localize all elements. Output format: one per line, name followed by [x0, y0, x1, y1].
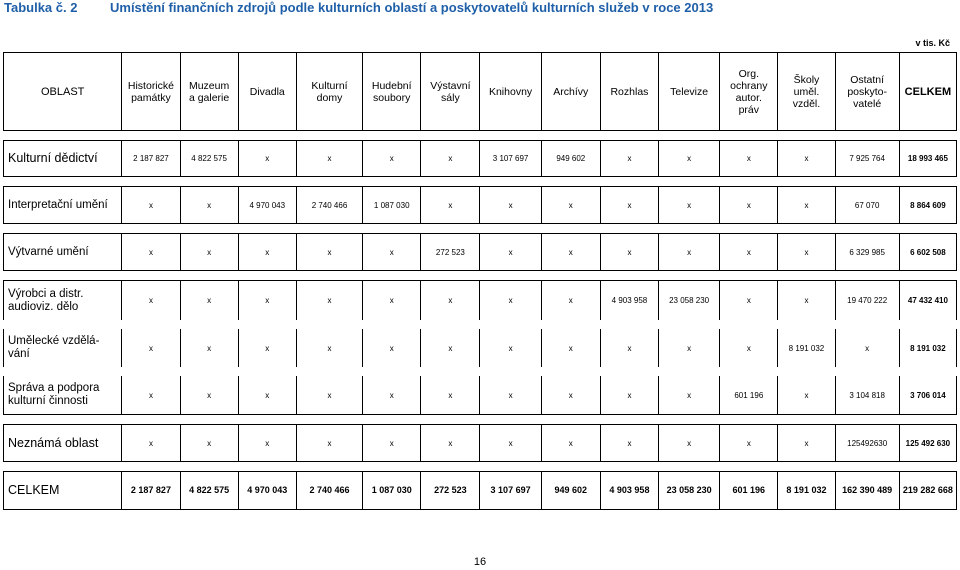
table-cell: x — [363, 141, 421, 177]
table-row-interpretacni-umeni — [4, 187, 957, 224]
table-cell: x — [659, 376, 720, 415]
column-header-archivy: Archívy — [541, 53, 600, 131]
row-total: 125 492 630 — [899, 425, 956, 462]
column-header-hudebni-soubory: Hudební soubory — [363, 53, 421, 131]
row-label: Umělecké vzdělá- vání — [4, 329, 122, 367]
row-total: 6 602 508 — [899, 234, 956, 271]
table-cell: x — [541, 425, 600, 462]
table-cell: x — [600, 329, 658, 367]
table-cell: 162 390 489 — [835, 472, 899, 510]
table-row-vyrobci-a-distr-audioviz-delo — [4, 281, 957, 321]
table-cell: x — [421, 141, 480, 177]
table-body — [4, 131, 957, 510]
row-label: Neznámá oblast — [4, 425, 122, 462]
row-total: 219 282 668 — [899, 472, 956, 510]
row-total: 47 432 410 — [899, 281, 956, 321]
table-cell: x — [421, 329, 480, 367]
table-cell: 4 822 575 — [180, 472, 238, 510]
table-cell: x — [296, 376, 362, 415]
table-cell: 272 523 — [421, 234, 480, 271]
table-cell: 1 087 030 — [363, 187, 421, 224]
table-cell: x — [835, 329, 899, 367]
table-cell: x — [480, 376, 541, 415]
table-cell: 2 187 827 — [122, 141, 180, 177]
row-label: Kulturní dědictví — [4, 141, 122, 177]
table-cell: x — [180, 329, 238, 367]
table-cell: 601 196 — [720, 376, 778, 415]
table-cell: x — [778, 281, 835, 321]
column-header-skoly-umel-vzdel: Školy uměl. vzděl. — [778, 53, 835, 131]
table-cell: x — [480, 329, 541, 367]
table-cell: x — [720, 187, 778, 224]
table-cell: x — [778, 425, 835, 462]
row-total: 8 191 032 — [899, 329, 956, 367]
table-cell: x — [720, 425, 778, 462]
table-row-umelecke-vzdela-vani — [4, 329, 957, 367]
table-cell: 8 191 032 — [778, 472, 835, 510]
column-header-divadla: Divadla — [238, 53, 296, 131]
table-header-row — [4, 53, 957, 131]
table-title — [4, 0, 713, 18]
row-label: Výtvarné umění — [4, 234, 122, 271]
table-cell: 8 191 032 — [778, 329, 835, 367]
table-cell: x — [659, 141, 720, 177]
table-cell: 19 470 222 — [835, 281, 899, 321]
table-cell: 4 903 958 — [600, 472, 658, 510]
table-cell: 125492630 — [835, 425, 899, 462]
table-cell: x — [421, 187, 480, 224]
table-title-text: Umístění finančních zdrojů podle kulturních oblastí a poskytovatelů kulturních služeb v roce 2013 — [110, 0, 714, 15]
column-header-oblast: OBLAST — [4, 53, 122, 131]
column-header-knihovny: Knihovny — [480, 53, 541, 131]
data-table — [3, 52, 957, 510]
table-cell: x — [238, 234, 296, 271]
unit-note: v tis. Kč — [915, 38, 950, 48]
table-cell: x — [600, 425, 658, 462]
table-cell: 601 196 — [720, 472, 778, 510]
table-cell: x — [363, 329, 421, 367]
table-cell: x — [541, 376, 600, 415]
table-cell: x — [600, 187, 658, 224]
table-cell: x — [421, 376, 480, 415]
row-total: 3 706 014 — [899, 376, 956, 415]
page-number: 16 — [473, 556, 487, 568]
column-header-muzeum-a-galerie: Muzeum a galerie — [180, 53, 238, 131]
table-cell: x — [122, 425, 180, 462]
table-cell: 23 058 230 — [659, 472, 720, 510]
table-row-vytvarne-umeni — [4, 234, 957, 271]
column-header-historicke-pamatky: Historické památky — [122, 53, 180, 131]
table-cell: x — [421, 425, 480, 462]
table-cell: x — [480, 281, 541, 321]
table-cell: x — [296, 329, 362, 367]
table-cell: x — [363, 234, 421, 271]
row-label: Správa a podpora kulturní činnosti — [4, 376, 122, 415]
table-row-neznama-oblast — [4, 425, 957, 462]
table-cell: 4 822 575 — [180, 141, 238, 177]
table-cell: x — [720, 141, 778, 177]
table-cell: x — [778, 234, 835, 271]
table-cell: x — [480, 187, 541, 224]
table-cell: x — [778, 376, 835, 415]
table-cell: 272 523 — [421, 472, 480, 510]
table-cell: x — [778, 141, 835, 177]
table-cell: x — [238, 281, 296, 321]
table-cell: x — [122, 281, 180, 321]
table-cell: x — [180, 234, 238, 271]
table-cell: x — [541, 281, 600, 321]
table-cell: x — [363, 376, 421, 415]
table-row-sprava-a-podpora-kulturni-cinnosti — [4, 376, 957, 415]
table-cell: x — [778, 187, 835, 224]
table-cell: x — [600, 376, 658, 415]
table-number: Tabulka č. 2 — [4, 0, 78, 15]
table-cell: 4 903 958 — [600, 281, 658, 321]
table-cell: x — [296, 425, 362, 462]
table-cell: x — [180, 425, 238, 462]
table-cell: x — [122, 187, 180, 224]
table-cell: x — [541, 187, 600, 224]
table-cell: x — [720, 234, 778, 271]
column-header-rozhlas: Rozhlas — [600, 53, 658, 131]
row-label: Výrobci a distr. audioviz. dělo — [4, 281, 122, 321]
table-cell: 3 107 697 — [480, 141, 541, 177]
table-cell: x — [480, 234, 541, 271]
table-cell: x — [421, 281, 480, 321]
table-cell: 2 740 466 — [296, 187, 362, 224]
table-cell: x — [180, 281, 238, 321]
row-total: 8 864 609 — [899, 187, 956, 224]
table-cell: x — [541, 234, 600, 271]
table-cell: x — [659, 329, 720, 367]
table-cell: x — [480, 425, 541, 462]
table-cell: x — [600, 141, 658, 177]
table-cell: x — [122, 376, 180, 415]
column-header-org-ochrany-autor-prav: Org. ochrany autor. práv — [720, 53, 778, 131]
table-cell: 2 740 466 — [296, 472, 362, 510]
table-cell: x — [180, 187, 238, 224]
table-row-kulturni-dedictvi — [4, 141, 957, 177]
table-cell: x — [180, 376, 238, 415]
table-cell: x — [238, 376, 296, 415]
row-label: CELKEM — [4, 472, 122, 510]
column-header-kulturni-domy: Kulturní domy — [296, 53, 362, 131]
table-cell: x — [238, 329, 296, 367]
table-cell: x — [600, 234, 658, 271]
row-total: 18 993 465 — [899, 141, 956, 177]
table-cell: 1 087 030 — [363, 472, 421, 510]
table-cell: x — [720, 281, 778, 321]
table-cell: x — [363, 425, 421, 462]
table-cell: x — [296, 281, 362, 321]
column-header-vystavni-saly: Výstavní sály — [421, 53, 480, 131]
table-cell: 949 602 — [541, 472, 600, 510]
table-cell: x — [659, 234, 720, 271]
table-cell: 67 070 — [835, 187, 899, 224]
row-label: Interpretační umění — [4, 187, 122, 224]
table-cell: x — [238, 425, 296, 462]
table-cell: x — [296, 234, 362, 271]
table-cell: 4 970 043 — [238, 187, 296, 224]
column-header-ostatni-poskyto-vatele: Ostatní poskyto- vatelé — [835, 53, 899, 131]
table-cell: x — [720, 329, 778, 367]
table-cell: x — [122, 234, 180, 271]
column-header-televize: Televize — [659, 53, 720, 131]
table-cell: x — [296, 141, 362, 177]
table-cell: x — [659, 187, 720, 224]
table-cell: x — [363, 281, 421, 321]
table-cell: 3 107 697 — [480, 472, 541, 510]
table-cell: 23 058 230 — [659, 281, 720, 321]
table-cell: x — [541, 329, 600, 367]
table-cell: 3 104 818 — [835, 376, 899, 415]
table-cell: 949 602 — [541, 141, 600, 177]
table-cell: x — [238, 141, 296, 177]
table-cell: 7 925 764 — [835, 141, 899, 177]
table-row-celkem — [4, 472, 957, 510]
column-header-celkem: CELKEM — [899, 53, 956, 131]
table-cell: 6 329 985 — [835, 234, 899, 271]
table-cell: x — [659, 425, 720, 462]
table-cell: 2 187 827 — [122, 472, 180, 510]
table-cell: x — [122, 329, 180, 367]
table-cell: 4 970 043 — [238, 472, 296, 510]
